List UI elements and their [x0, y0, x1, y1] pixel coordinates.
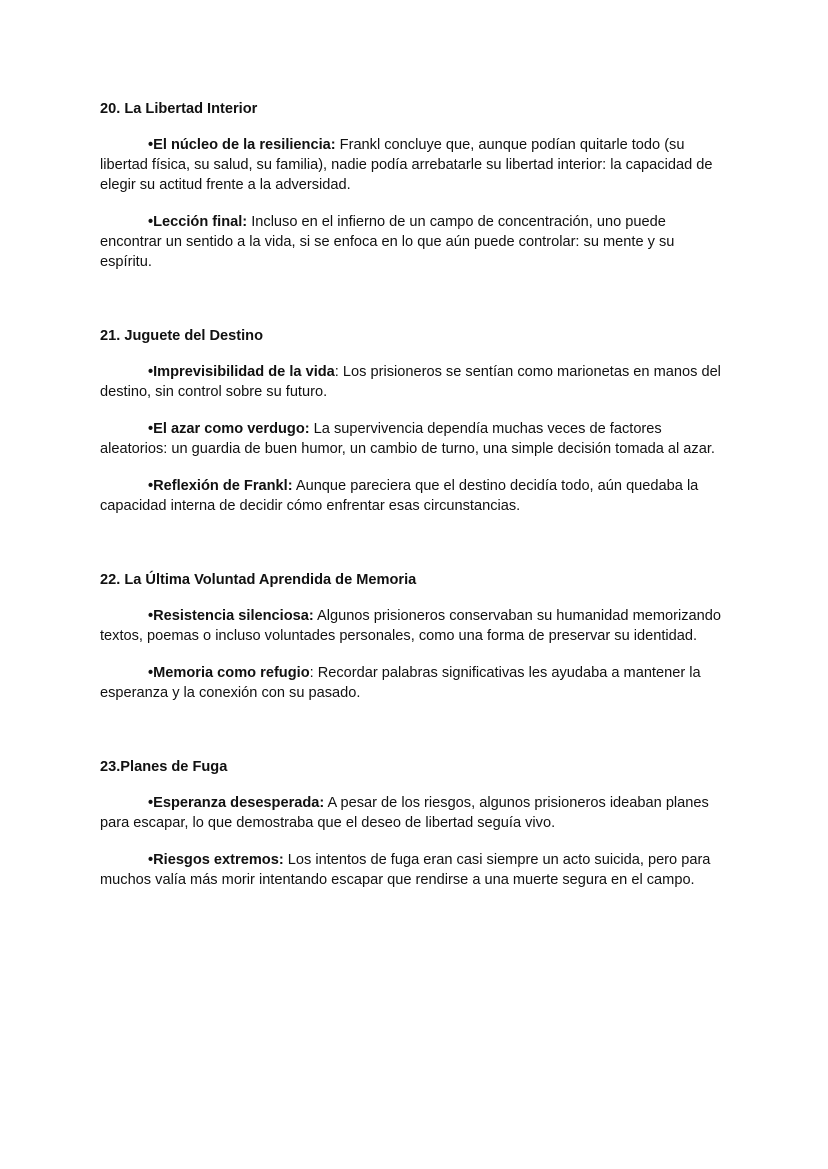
bullet-paragraph [100, 663, 728, 703]
bullet-lead: •Riesgos extremos: [148, 852, 284, 868]
bullet-lead: •Lección final: [148, 214, 248, 230]
bullet-text: Aunque pareciera que el destino decidía todo, aún quedaba la capacidad interna de decidir cómo enfrentar esas circunstancias. [100, 478, 699, 514]
document-page [100, 99, 728, 890]
bullet-text: Los intentos de fuga eran casi siempre un acto suicida, pero para muchos valía más morir intentando escapar que rendirse a una muerte segura en el campo. [100, 852, 711, 888]
bullet-lead: •Reflexión de Frankl: [148, 478, 293, 494]
bullet-lead: •Esperanza desesperada: [148, 795, 325, 811]
bullet-text: Frankl concluye que, aunque podían quitarle todo (su libertad física, su salud, su familia), nadie podía arrebatarle su libertad interior: la capacidad de elegir su actitud frente a la adversidad. [100, 137, 713, 193]
bullet-text: : Los prisioneros se sentían como marionetas en manos del destino, sin control sobre su futuro. [100, 364, 721, 400]
section-spacer [100, 516, 728, 570]
bullet-lead: •Memoria como refugio [148, 665, 310, 681]
bullet-paragraph [100, 606, 728, 646]
bullet-paragraph [100, 476, 728, 516]
bullet-text: Algunos prisioneros conservaban su humanidad memorizando textos, poemas o incluso voluntades personales, como una forma de preservar su identidad. [100, 608, 721, 644]
bullet-paragraph [100, 850, 728, 890]
bullet-text: A pesar de los riesgos, algunos prisioneros ideaban planes para escapar, lo que demostraba que el deseo de libertad seguía vivo. [100, 795, 709, 831]
section-heading: 22. La Última Voluntad Aprendida de Memoria [100, 572, 417, 588]
section-20 [100, 99, 728, 272]
bullet-paragraph [100, 362, 728, 402]
section-heading: 20. La Libertad Interior [100, 101, 258, 117]
bullet-lead: •El azar como verdugo: [148, 421, 310, 437]
section-heading: 21. Juguete del Destino [100, 328, 264, 344]
section-heading: 23.Planes de Fuga [100, 759, 228, 775]
bullet-paragraph [100, 419, 728, 459]
section-spacer [100, 272, 728, 326]
section-23 [100, 757, 728, 890]
bullet-text: Incluso en el infierno de un campo de concentración, uno puede encontrar un sentido a la vida, si se enfoca en lo que aún puede controlar: su mente y su espíritu. [100, 214, 675, 270]
bullet-paragraph [100, 793, 728, 833]
bullet-paragraph [100, 212, 728, 272]
bullet-lead: •El núcleo de la resiliencia: [148, 137, 336, 153]
section-22 [100, 570, 728, 703]
bullet-lead: •Imprevisibilidad de la vida [148, 364, 335, 380]
bullet-text: : Recordar palabras significativas les ayudaba a mantener la esperanza y la conexión con su pasado. [100, 665, 701, 701]
bullet-lead: •Resistencia silenciosa: [148, 608, 314, 624]
bullet-text: La supervivencia dependía muchas veces de factores aleatorios: un guardia de buen humor, un cambio de turno, una simple decisión tomada al azar. [100, 421, 715, 457]
section-21 [100, 326, 728, 516]
section-spacer [100, 703, 728, 757]
bullet-paragraph [100, 135, 728, 195]
